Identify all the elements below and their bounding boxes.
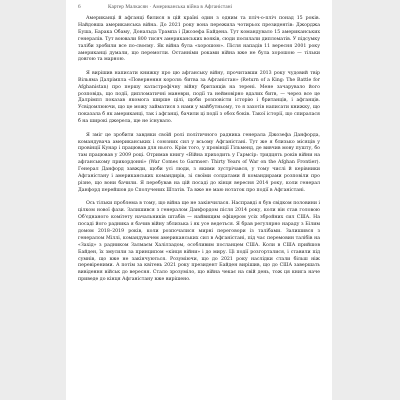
running-title: Картер Малкасян · Американська війна в Афганістані [108, 4, 233, 10]
paragraph: Я зміг це зробити завдяки своїй ролі політичного радника генерала Джозефа Данфорда, командувача американських і союзних сил у всьому Афганістані. Тут же я близько місяців у провінції Кунар і працював для нього. Крім того, у провінції Гільменд, де вивчив мову пушту, бо там працював у 2009 році. Отримав книгу «Війна приходить у Гармсір: тридцять років війни на афганському прикордонні» (War Comes to Garmser: Thirty Years of War on the Afghan Frontier). Генерал Данфорд завжди, щоби усі люди, з якими зустрічався, у тому числі й керівники Афганістану і американських командирів, зі своїми солдатами й командирами розповіли про різне, що вони бачили. Я перебував на цій посаді до кінця вересня 2014 року, коли генерал Данфорд перейшов до Сполучених Штатів. Та вже не маю нотаток про події в Афганістані. [78, 132, 320, 193]
paragraph: Американці й афганці билися в цій країні один з одним та пліч-о-пліч понад 15 років. Найдовша американська війна. До 2021 року вона пережила чотирьох президентів: Джорджа Буша, Барака Обаму, Дональда Трампа і Джозефа Байдена. Тут командувало 15 американських генералів. Тут воювали 800 тисяч американських вояків, сюди посилали дипломатів. У підсумку таліби зробили все по-своєму. Як війна була «хорошою». Після нападів 11 вересня 2001 року американці думали, що перемогли. Останніми роками війна вже не була хорошою — тільки довгою та марною. [78, 16, 320, 63]
paragraph: Я вирішив написати книжку про цю афганську війну, прочитавши 2013 року чудовий твір Вільяма Далрімпла «Повернення короля: битва за Афганістан» (Return of a King: The Battle for Afghanistan) про першу катастрофічну війну британців на терені. Мене зачарувало його розповідь, що події, дипломатичні маневри, події та неймовірно вдалих битв, — через все це Далрімпл показав якомога ширше цілі, щоби розповісти історію і британців, і афганців. Усвідомлюючи, що це можу займатися з нами у майбутньому, то я захотів написати книжку, що показала б як американці, так і афганці, бачили ці події з обох боків. Такої історії, що спиралася б на широкі джерела, ще не існувало. [78, 70, 320, 125]
page-number: 6 [78, 4, 81, 10]
page-header [78, 4, 320, 14]
book-page [66, 0, 332, 400]
page-body [78, 16, 320, 284]
paragraph: Ось тільки проблема в тому, що війна ще не закінчилася. Насправді я був свідком половини і цілком нової фази. Залишився з генералом Данфордом після 2014 року, коли він став головою Об'єднаного комітету начальників штабів — найвищим офіцером усіх збройних сил США. На посаді його радника я бачив війну зблизька і як усе ведеться. Я брав регулярно нараду з Білим домом 2018–2019 років, коли розпочалися мирні переговори із талібами. Залишився з генералом Міллі, командувачем американських сил в Афганістані, під час перемовин талібів на «Захід» з радником Залмаєм Халілзадом, особливим посланцем США. Коли в США прийшов Байден, їх змусили за принципом «кінця війни» і до миру. Ці події розгорталися, і ставили під сумнів, що вже не закінчуються. Розуміючи, що до 2021 року наслідки стали більш ніж перевіреними. А потім за квітень 2021 року президент Байден вирішив, що до США завершать вивідення військ до вересня. Стало зрозуміло, що війна чекає на свій день, тож ця книга наче приведе до кінця Афганістану вже вирішено. [78, 201, 320, 283]
